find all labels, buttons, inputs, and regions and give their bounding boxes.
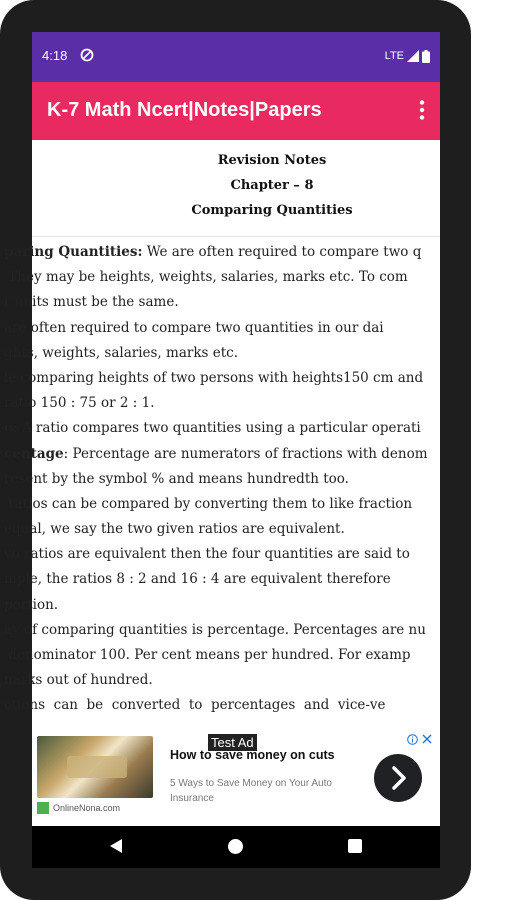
document-line xyxy=(4,593,474,618)
app-bar xyxy=(32,82,440,140)
document-line xyxy=(4,240,474,265)
document-line xyxy=(4,265,474,290)
back-icon[interactable] xyxy=(109,838,123,854)
heading-line: Chapter – 8 xyxy=(230,178,314,193)
document-line xyxy=(4,492,474,517)
bold-term: centage xyxy=(4,445,64,462)
line-text: mple, the ratios 8 : 2 and 16 : 4 are equivalent therefore xyxy=(4,571,391,588)
bold-term: paring Quantities: xyxy=(4,244,143,260)
line-text: : Percentage are numerators of fractions with denom xyxy=(63,445,428,462)
ad-choices[interactable] xyxy=(407,734,432,745)
document-line xyxy=(4,391,474,416)
line-text: ghts, weights, salaries, marks etc. xyxy=(4,344,238,361)
overflow-menu-icon[interactable] xyxy=(418,99,426,121)
bold-term: o xyxy=(4,420,14,437)
navigation-bar xyxy=(32,826,440,868)
document-line xyxy=(4,618,474,643)
ad-headline[interactable]: How to save money on cuts xyxy=(170,748,335,762)
document-line xyxy=(4,643,474,668)
data-saver-icon xyxy=(80,48,94,62)
document-line xyxy=(4,316,474,341)
line-text: resent by the symbol % and means hundredth too. xyxy=(4,470,349,487)
line-text: denominator 100. Per cent means per hundred. For examp xyxy=(4,647,411,663)
ad-source-text: OnlineNona.com xyxy=(53,803,121,813)
ad-label: Test Ad xyxy=(208,734,257,751)
recents-icon[interactable] xyxy=(348,839,362,853)
line-text: ctions can be converted to percentages and vice-ve xyxy=(4,697,386,714)
line-text: ratios can be compared by converting them to like fraction xyxy=(4,495,413,512)
ad-image[interactable] xyxy=(37,736,153,798)
signal-icon xyxy=(407,50,419,62)
document-line xyxy=(4,517,474,542)
document-line xyxy=(4,567,474,592)
document-heading xyxy=(32,140,512,223)
line-text: le comparing heights of two persons with heights150 cm and xyxy=(4,369,424,386)
document-line xyxy=(4,366,474,391)
line-text: : A ratio compares two quantities using a particular operati xyxy=(13,420,421,437)
document-line xyxy=(4,693,474,718)
document-line xyxy=(4,542,474,567)
line-text: ay of comparing quantities is percentage. Percentages are nu xyxy=(4,621,426,638)
adchoices-icon[interactable] xyxy=(407,734,418,745)
ad-cta-button[interactable] xyxy=(374,754,422,802)
home-icon[interactable] xyxy=(228,839,243,854)
line-text: We are often required to compare two q xyxy=(142,244,422,260)
ad-banner[interactable] xyxy=(32,730,440,826)
ad-favicon-icon xyxy=(37,802,49,814)
status-indicators xyxy=(385,48,430,64)
screen xyxy=(4,32,440,868)
status-time: 4:18 xyxy=(42,48,68,63)
document-line xyxy=(4,467,474,492)
network-type: LTE xyxy=(384,50,404,62)
chevron-right-icon xyxy=(374,754,422,802)
app-title: K-7 Math Ncert|Notes|Papers xyxy=(47,99,322,121)
line-text: They may be heights, weights, salaries, marks etc. To com xyxy=(4,269,408,286)
battery-icon xyxy=(422,50,430,63)
status-bar xyxy=(32,32,440,82)
document-body xyxy=(4,240,474,719)
ad-description[interactable]: 5 Ways to Save Money on Your Auto Insurance xyxy=(170,778,332,804)
line-text: vo ratios are equivalent then the four quantities are said to xyxy=(4,546,410,563)
line-text: are often required to compare two quantities in our dai xyxy=(4,319,384,336)
line-text: r units must be the same. xyxy=(4,294,179,311)
line-text: portion. xyxy=(4,596,59,613)
line-text: equal, we say the two given ratios are equivalent. xyxy=(4,521,345,538)
ad-source[interactable] xyxy=(37,802,120,814)
line-text: narks out of hundred. xyxy=(4,672,153,689)
document-line xyxy=(4,668,474,693)
close-icon[interactable] xyxy=(422,734,432,744)
document-content[interactable] xyxy=(4,140,440,730)
line-text: ratio 150 : 75 or 2 : 1. xyxy=(4,395,155,412)
divider xyxy=(32,236,440,237)
document-line xyxy=(4,341,474,366)
heading-line: Revision Notes xyxy=(217,153,327,168)
document-line xyxy=(4,416,474,441)
document-line xyxy=(4,442,474,467)
document-line xyxy=(4,290,474,315)
heading-line: Comparing Quantities xyxy=(191,203,353,218)
